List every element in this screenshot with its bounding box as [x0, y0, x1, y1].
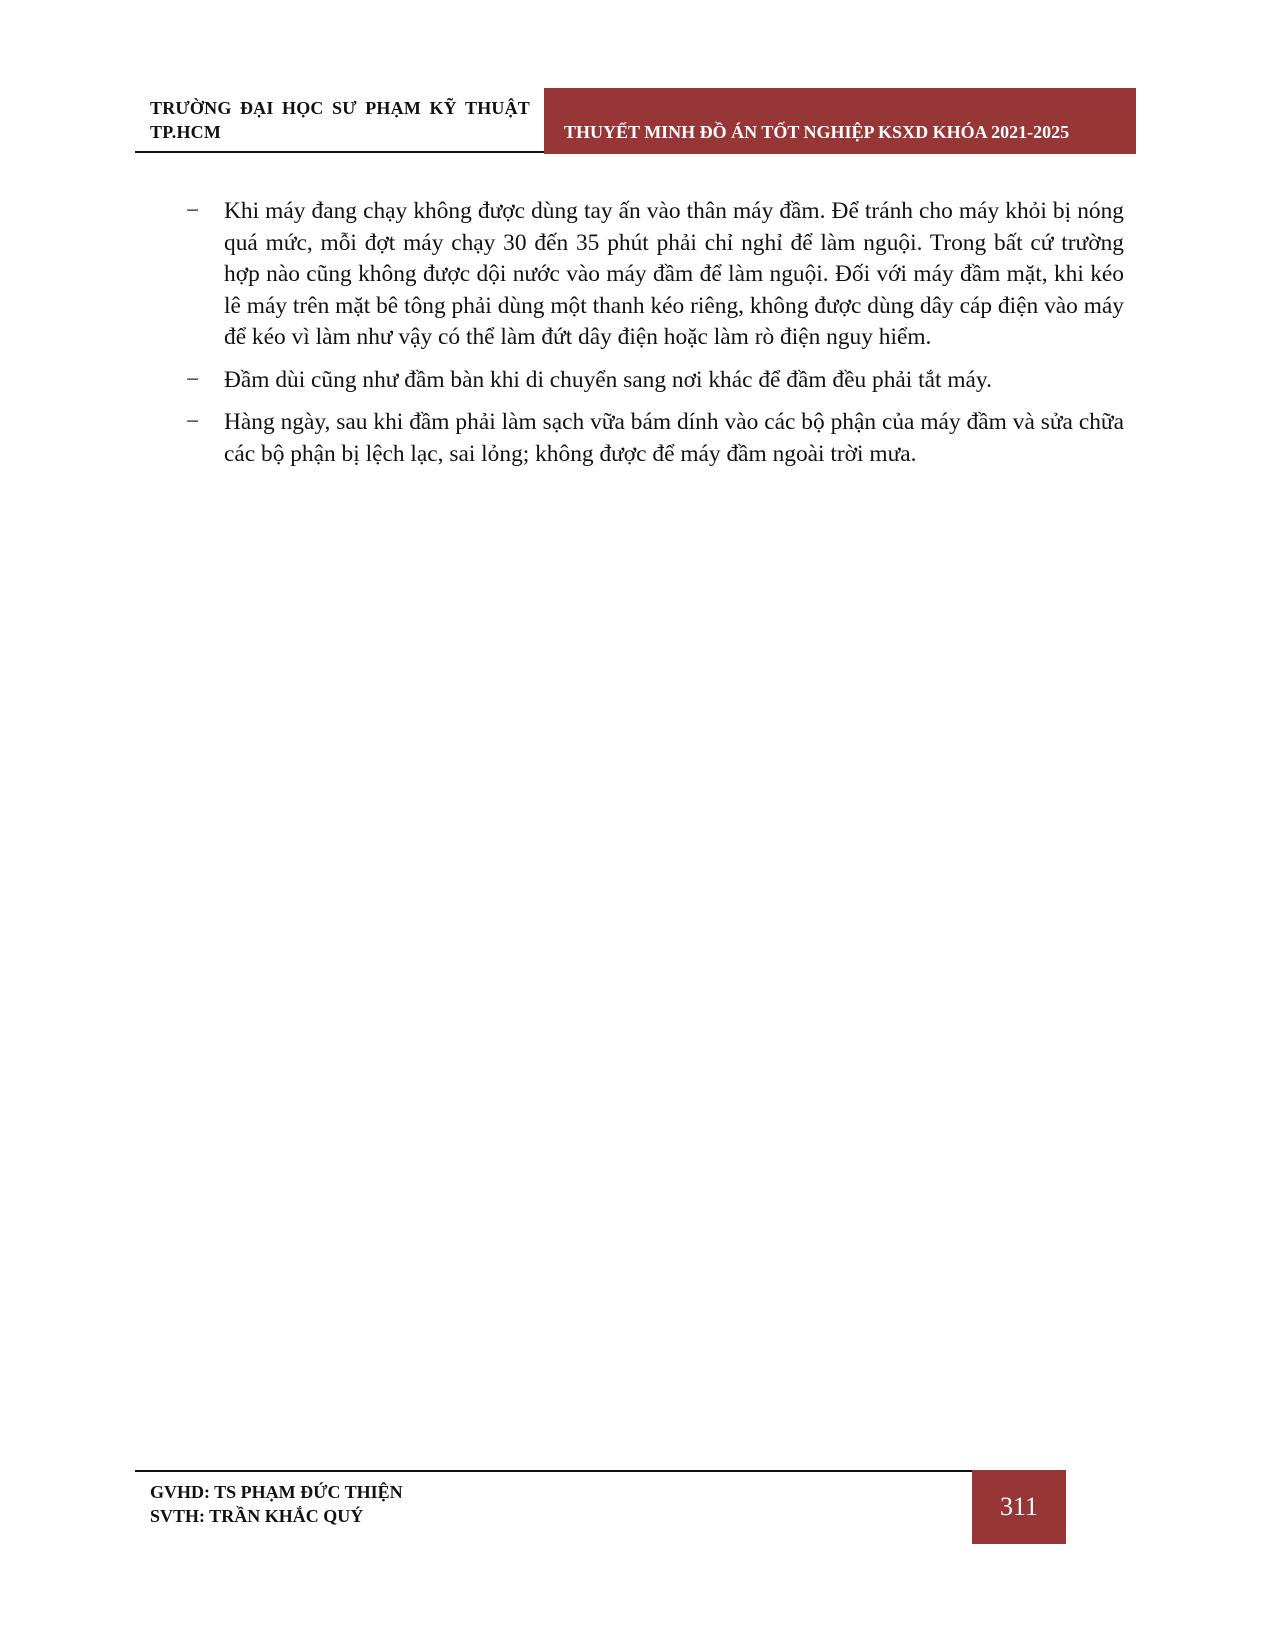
- bullet-marker: −: [186, 198, 200, 224]
- header-school-line2: TP.HCM: [150, 122, 222, 142]
- header-school-line1: TRƯỜNG ĐẠI HỌC SƯ PHẠM KỸ THUẬT: [150, 98, 530, 118]
- footer-student: SVTH: TRẦN KHẮC QUÝ: [150, 1506, 364, 1526]
- bullet-item: [186, 365, 1124, 397]
- header-divider: [135, 151, 545, 153]
- header-title: THUYẾT MINH ĐỒ ÁN TỐT NGHIỆP KSXD KHÓA 2021-2025: [564, 122, 1070, 142]
- bullet-text: Hàng ngày, sau khi đầm phải làm sạch vữa bám dính vào các bộ phận của máy đầm và sửa chữa các bộ phận bị lệch lạc, sai lỏng; không được để máy đầm ngoài trời mưa.: [224, 409, 1124, 467]
- page-number: 311: [999, 1492, 1039, 1521]
- header-school: [150, 96, 530, 144]
- bullet-item: [186, 196, 1124, 354]
- bullet-marker: −: [186, 409, 200, 435]
- body-content: [186, 196, 1124, 481]
- bullet-marker: −: [186, 366, 200, 393]
- footer-advisor: GVHD: TS PHẠM ĐỨC THIỆN: [150, 1482, 403, 1502]
- bullet-item: [186, 407, 1124, 470]
- bullet-text: Đầm dùi cũng như đầm bàn khi di chuyển sang nơi khác để đầm đều phải tắt máy.: [224, 366, 992, 393]
- footer-divider: [135, 1470, 973, 1472]
- footer-credits: [150, 1480, 403, 1528]
- header-title-band: [544, 88, 1136, 154]
- page-number-box: [972, 1470, 1066, 1544]
- bullet-text: Khi máy đang chạy không được dùng tay ấn vào thân máy đầm. Để tránh cho máy khỏi bị nóng quá mức, mỗi đợt máy chạy 30 đến 35 phút phải chỉ nghỉ để làm nguội. Trong bất cứ trường hợp nào cũng không được dội nước vào máy đầm để làm nguội. Đối với máy đầm mặt, khi kéo lê máy trên mặt bê tông phải dùng một thanh kéo riêng, không được dùng dây cáp điện vào máy để kéo vì làm như vậy có thể làm đứt dây điện hoặc làm rò điện nguy hiểm.: [224, 198, 1124, 350]
